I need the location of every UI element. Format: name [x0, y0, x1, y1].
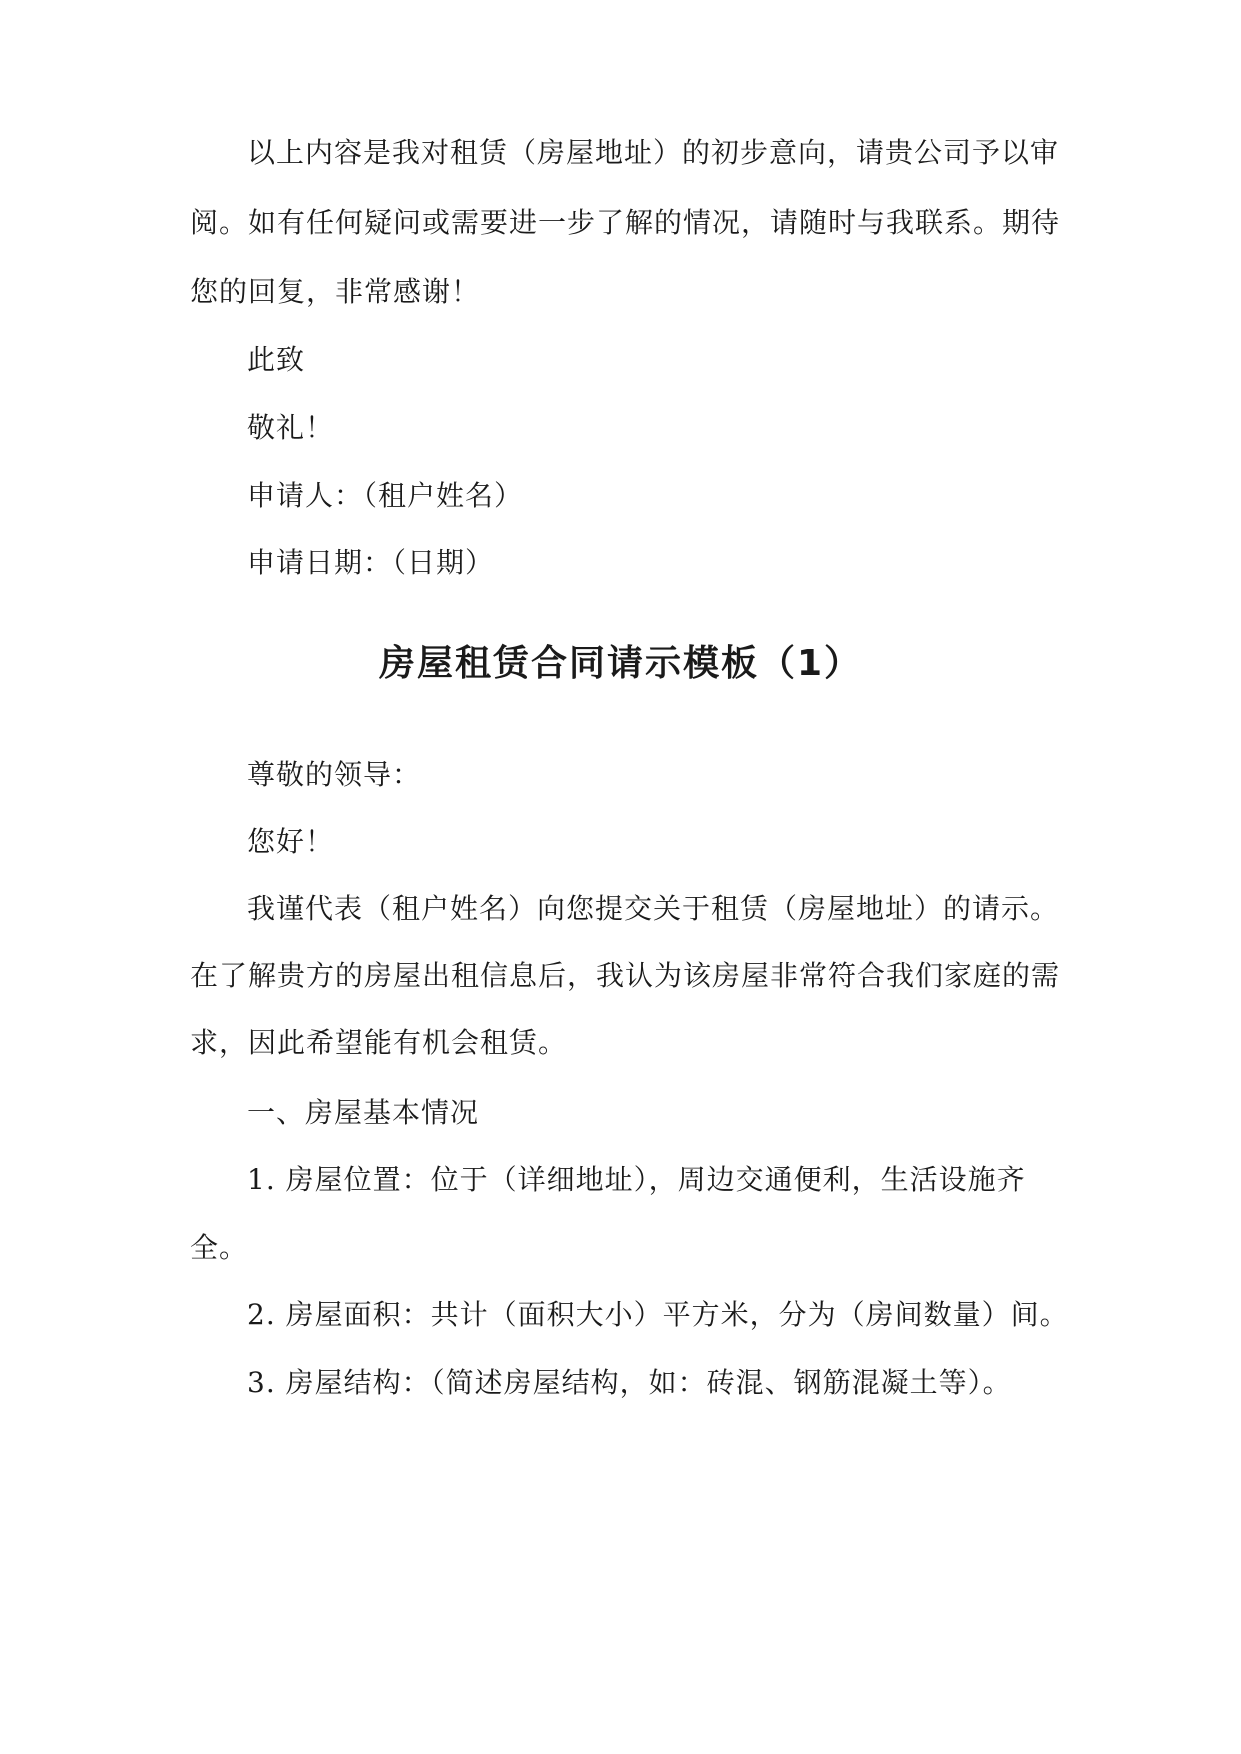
paragraph-line: 您的回复，非常感谢！ [190, 275, 481, 308]
paragraph-line: 在了解贵方的房屋出租信息后，我认为该房屋非常符合我们家庭的需 [190, 959, 1061, 992]
closing-line: 此致 [247, 343, 306, 376]
list-item: 3. 房屋结构：（简述房屋结构，如：砖混、钢筋混凝土等）。 [247, 1366, 1012, 1399]
section-title: 房屋租赁合同请示模板（1） [378, 643, 863, 684]
date-line: 申请日期：（日期） [247, 546, 495, 579]
greeting: 您好！ [247, 825, 335, 858]
paragraph-line: 以上内容是我对租赁（房屋地址）的初步意向，请贵公司予以审 [247, 136, 1060, 169]
paragraph-line: 求，因此希望能有机会租赁。 [190, 1026, 568, 1059]
list-item: 1. 房屋位置：位于（详细地址），周边交通便利，生活设施齐 [247, 1163, 1026, 1196]
closing-line: 敬礼！ [247, 411, 335, 444]
list-item: 全。 [190, 1231, 249, 1264]
list-item: 2. 房屋面积：共计（面积大小）平方米，分为（房间数量）间。 [247, 1298, 1069, 1331]
section-heading: 一、房屋基本情况 [247, 1096, 480, 1129]
salutation: 尊敬的领导： [247, 758, 422, 791]
applicant-line: 申请人：（租户姓名） [247, 479, 524, 512]
paragraph-line: 我谨代表（租户姓名）向您提交关于租赁（房屋地址）的请示。 [247, 892, 1060, 925]
paragraph-line: 阅。如有任何疑问或需要进一步了解的情况，请随时与我联系。期待 [190, 206, 1061, 239]
